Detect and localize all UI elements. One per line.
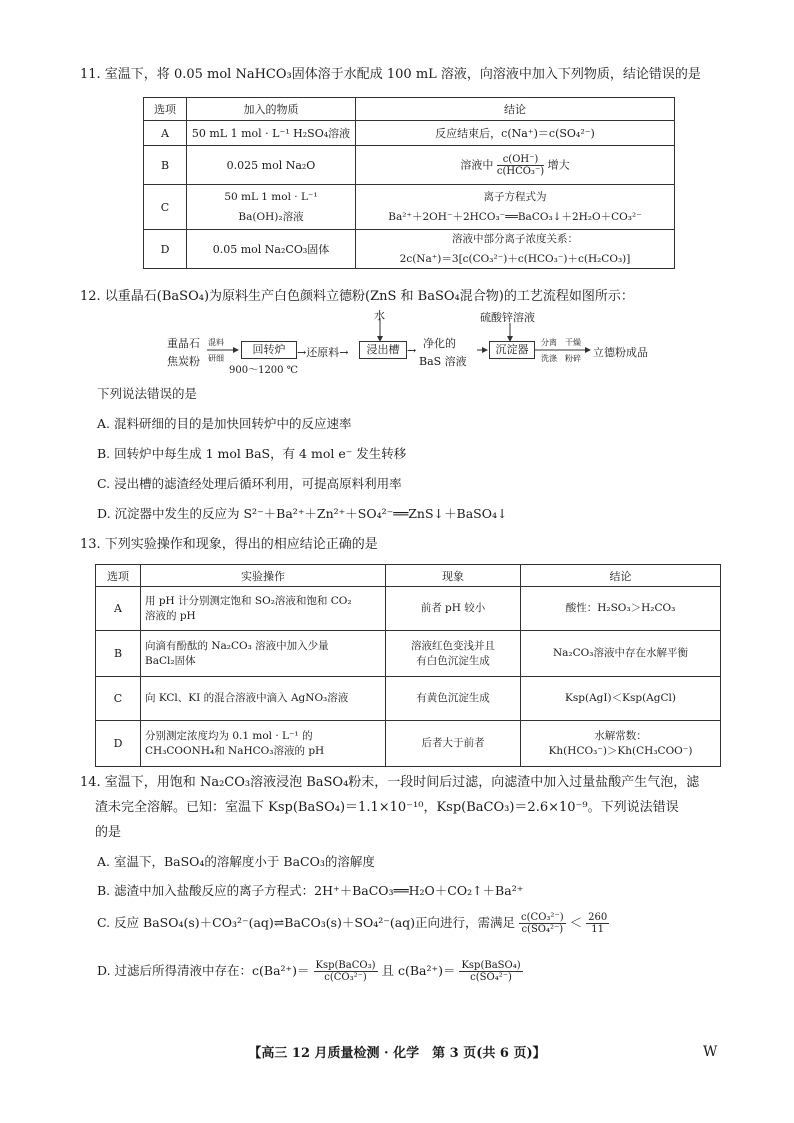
flow-reduction-material: →还原料→ (297, 346, 349, 359)
flow-dry-label: 干燥 (565, 338, 581, 347)
q13-row-conclusion (521, 721, 721, 767)
q14-stem-line-3: 的是 (95, 825, 122, 840)
fraction-numerator: Ksp(BaSO₄) (461, 960, 521, 971)
fraction-denominator: c(SO₄²⁻) (521, 924, 564, 935)
q11-row-option: C (144, 185, 187, 230)
less-than-sign: ＜ (569, 915, 583, 930)
q13-row-operation: 向 KCl、KI 的混合溶液中滴入 AgNO₃溶液 (141, 677, 386, 721)
q13-row-operation (141, 631, 386, 677)
q11-header-conclusion: 结论 (356, 98, 675, 121)
flow-water-label: 水 (374, 309, 385, 322)
q11-row-substance: 0.05 mol Na₂CO₃固体 (187, 230, 356, 269)
fraction-numerator: c(OH⁻) (497, 154, 544, 166)
q13-row-option: A (96, 587, 141, 631)
fraction-denominator: c(SO₄²⁻) (470, 972, 512, 983)
fraction-denominator: 11 (591, 924, 604, 935)
q12-option-b: B. 回转炉中每生成 1 mol BaS，有 4 mol e⁻ 发生转移 (97, 446, 407, 461)
fraction (519, 912, 566, 935)
q13-row-conclusion: 酸性：H₂SO₃＞H₂CO₃ (521, 587, 721, 631)
phenomenon-line: 溶液红色变浅并且 (411, 640, 495, 653)
q11-stem: 11. 室温下，将 0.05 mol NaHCO₃固体溶于水配成 100 mL 溶液，向溶液中加入下列物质，结论错误的是 (80, 67, 701, 82)
q11-row-option: D (144, 230, 187, 269)
operation-line: 分别测定浓度均为 0.1 mol · L⁻¹ 的 (145, 730, 313, 743)
conclusion-line: 离子方程式为 (483, 191, 547, 204)
q13-row-phenomenon: 后者大于前者 (386, 721, 521, 767)
operation-line: CH₃COONH₄和 NaHCO₃溶液的 pH (145, 744, 325, 757)
q13-table (95, 564, 721, 767)
fraction (459, 960, 522, 983)
q12-flowchart (155, 309, 695, 376)
fraction-denominator: c(CO₃²⁻) (324, 972, 367, 983)
substance-line: 50 mL 1 mol · L⁻¹ (224, 190, 318, 203)
q14-option-c (97, 912, 609, 935)
q13-row-conclusion: Ksp(AgI)＜Ksp(AgCl) (521, 677, 721, 721)
q14-option-a: A. 室温下，BaSO₄的溶解度小于 BaCO₃的溶解度 (97, 854, 375, 869)
flow-crush-label: 粉碎 (565, 354, 581, 363)
q12-prompt: 下列说法错误的是 (97, 386, 198, 401)
q14-option-b: B. 滤渣中加入盐酸反应的离子方程式：2H⁺＋BaCO₃══H₂O＋CO₂↑＋Ba²⁺ (97, 883, 524, 898)
q14-stem-line-1: 14. 室温下，用饱和 Na₂CO₃溶液浸泡 BaSO₄粉末，一段时间后过滤，向滤渣中加入过量盐酸产生气泡，滤 (80, 775, 700, 790)
option-d-text: D. 过滤后所得清液中存在：c(Ba²⁺)＝ (97, 963, 310, 978)
q11-row-option: A (144, 121, 187, 146)
q13-stem: 13. 下列实验操作和现象，得出的相应结论正确的是 (80, 537, 378, 552)
fraction (314, 960, 378, 983)
option-c-text: C. 反应 BaSO₄(s)＋CO₃²⁻(aq)⇌BaCO₃(s)＋SO₄²⁻(aq)正向进行，需满足 (97, 915, 516, 930)
flow-purified-label-2: BaS 溶液 (419, 355, 467, 368)
operation-line: 用 pH 计分别测定饱和 SO₂溶液和饱和 CO₂ (145, 595, 352, 608)
substance-line: Ba(OH)₂溶液 (238, 211, 304, 223)
fraction-numerator: 260 (588, 912, 608, 923)
flow-leach-tank-box: 浸出槽 (359, 341, 407, 359)
q12-stem: 12. 以重晶石(BaSO₄)为原料生产白色颜料立德粉(ZnS 和 BaSO₄混合物)的工艺流程如图所示： (80, 289, 634, 304)
flow-temperature: 900～1200 ℃ (229, 365, 298, 376)
q11-header-option: 选项 (144, 98, 187, 121)
flow-product: 立德粉成品 (593, 346, 648, 359)
q11-table (143, 97, 675, 269)
q13-header-conclusion: 结论 (521, 565, 721, 587)
q13-row-phenomenon: 有黄色沉淀生成 (386, 677, 521, 721)
q13-row-option: B (96, 631, 141, 677)
conclusion-line: 水解常数： (594, 730, 647, 743)
flow-purified-label-1: 净化的 (423, 337, 456, 350)
conclusion-suffix: 增大 (547, 158, 570, 171)
conclusion-line: 2c(Na⁺)＝3[c(CO₃²⁻)＋c(HCO₃⁻)＋c(H₂CO₃)] (399, 252, 631, 265)
q14-option-d (97, 960, 523, 983)
flow-grind-label: 研细 (208, 354, 224, 363)
conclusion-line: Ba²⁺＋2OH⁻＋2HCO₃⁻══BaCO₃↓＋2H₂O＋CO₃²⁻ (388, 210, 642, 223)
conclusion-line: 溶液中部分离子浓度关系： (452, 233, 578, 246)
fraction (497, 154, 544, 177)
operation-line: 向滴有酚酞的 Na₂CO₃ 溶液中加入少量 (145, 640, 329, 653)
q11-row-conclusion (356, 185, 675, 230)
flow-raw-coke: 焦炭粉 (167, 355, 200, 368)
flow-wash-label: 洗涤 (541, 354, 557, 363)
conclusion-prefix: 溶液中 (460, 158, 494, 171)
q11-row-conclusion: 反应结束后，c(Na⁺)＝c(SO₄²⁻) (356, 121, 675, 146)
q13-row-operation (141, 587, 386, 631)
q12-option-c: C. 浸出槽的滤渣经处理后循环利用，可提高原料利用率 (97, 476, 402, 491)
q13-header-phenomenon: 现象 (386, 565, 521, 587)
q13-row-conclusion: Na₂CO₃溶液中存在水解平衡 (521, 631, 721, 677)
q13-row-option: D (96, 721, 141, 767)
q11-header-substance: 加入的物质 (187, 98, 356, 121)
q13-row-operation (141, 721, 386, 767)
q13-row-option: C (96, 677, 141, 721)
flow-mix-label: 混料 (208, 338, 224, 347)
fraction (586, 912, 609, 935)
operation-line: 溶液的 pH (145, 609, 196, 622)
corner-mark: W (703, 1044, 718, 1060)
fraction-numerator: c(CO₃²⁻) (521, 912, 564, 923)
fraction-denominator: c(HCO₃⁻) (496, 165, 545, 177)
q13-row-phenomenon: 前者 pH 较小 (386, 587, 521, 631)
q12-option-d: D. 沉淀器中发生的反应为 S²⁻＋Ba²⁺＋Zn²⁺＋SO₄²⁻══ZnS↓＋BaSO₄↓ (97, 506, 508, 521)
flow-raw-barite: 重晶石 (167, 337, 200, 350)
flow-separate-label: 分离 (541, 338, 557, 347)
q12-option-a: A. 混料研细的目的是加快回转炉中的反应速率 (97, 416, 352, 431)
flow-settler-box: 沉淀器 (489, 341, 535, 359)
conclusion-line: Kh(HCO₃⁻)＞Kh(CH₃COO⁻) (548, 744, 693, 757)
flow-arrow: → (407, 344, 417, 357)
q13-header-option: 选项 (96, 565, 141, 587)
option-d-middle: 且 c(Ba²⁺)＝ (381, 963, 456, 978)
q11-row-conclusion (356, 146, 675, 185)
fraction-numerator: Ksp(BaCO₃) (315, 960, 376, 971)
q11-row-conclusion (356, 230, 675, 269)
operation-line: BaCl₂固体 (145, 654, 196, 667)
phenomenon-line: 有白色沉淀生成 (416, 654, 490, 667)
page-footer: 【高三 12 月质量检测 · 化学 第 3 页(共 6 页)】 (248, 1046, 546, 1061)
q13-row-phenomenon (386, 631, 521, 677)
q13-header-operation: 实验操作 (141, 565, 386, 587)
flow-znso4-label: 硫酸锌溶液 (480, 311, 535, 324)
flow-rotary-kiln-box: 回转炉 (241, 341, 297, 359)
q14-stem-line-2: 渣未完全溶解。已知：室温下 Ksp(BaSO₄)＝1.1×10⁻¹⁰，Ksp(BaCO₃)＝2.6×10⁻⁹。下列说法错误 (95, 800, 679, 815)
q11-row-substance (187, 185, 356, 230)
q11-row-substance: 50 mL 1 mol · L⁻¹ H₂SO₄溶液 (187, 121, 356, 146)
q11-row-option: B (144, 146, 187, 185)
q11-row-substance: 0.025 mol Na₂O (187, 146, 356, 185)
